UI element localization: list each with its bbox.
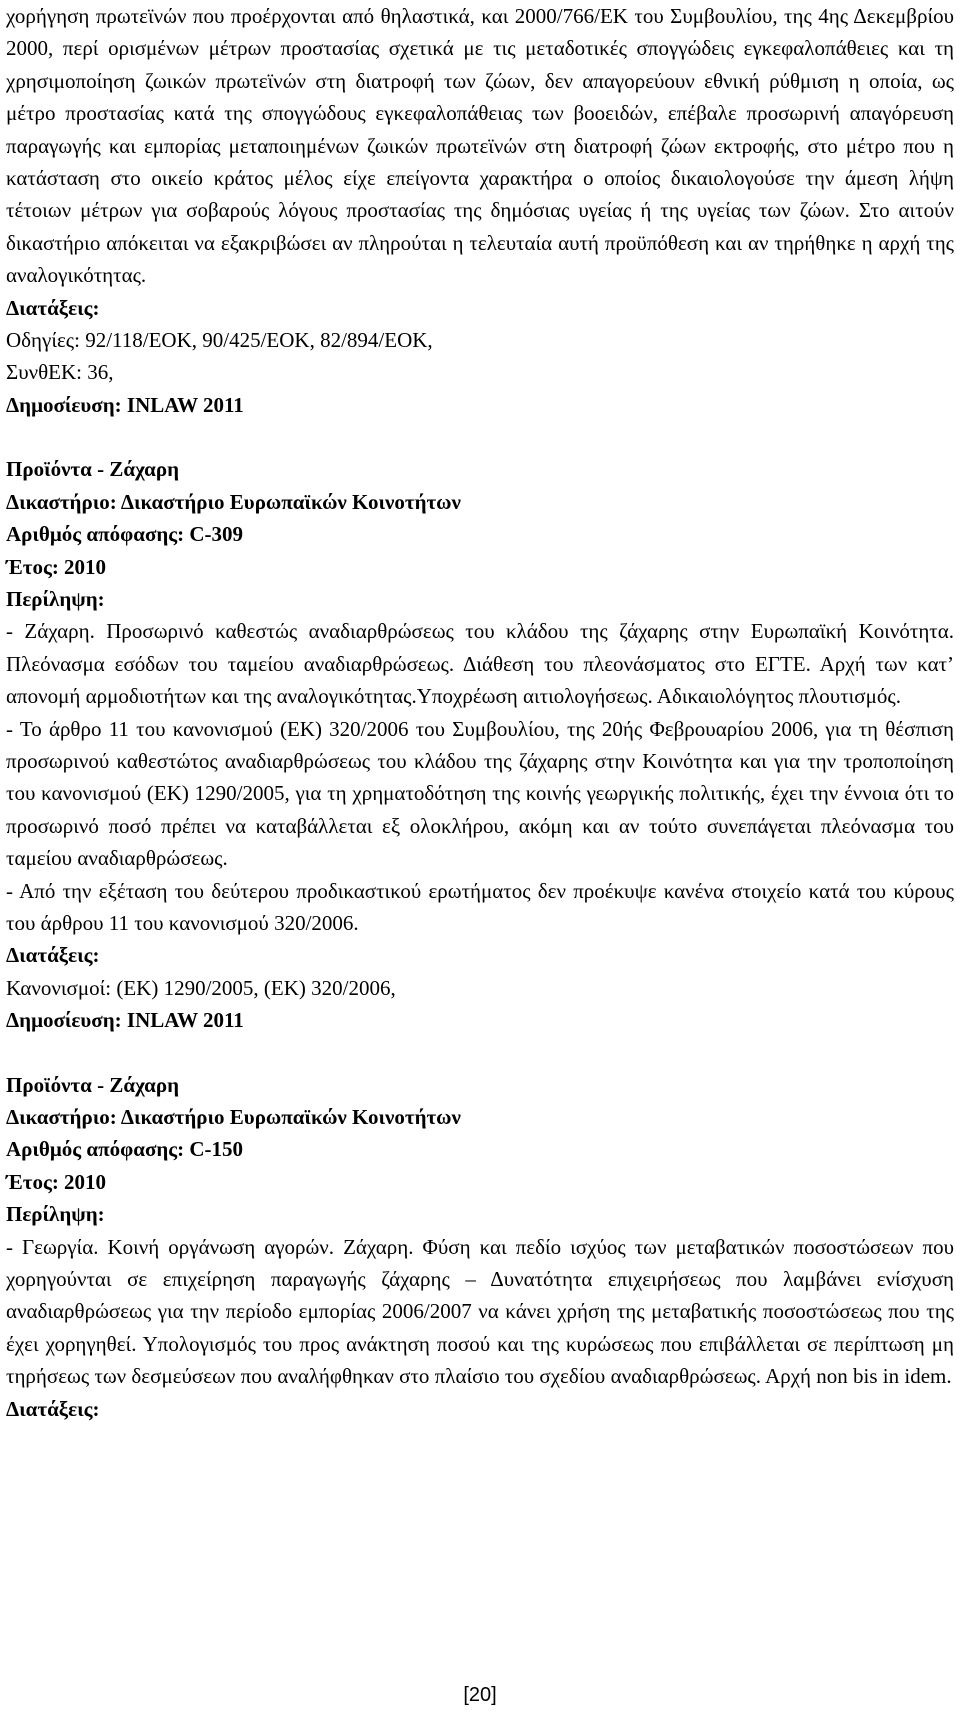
- case-decision-number: Αριθμός απόφασης: C-150: [6, 1137, 244, 1162]
- summary-paragraph: - Γεωργία. Κοινή οργάνωση αγορών. Ζάχαρη. Φύση και πεδίο ισχύος των μεταβατικών ποσοστώσεων που χορηγούνται σε επιχείρηση παραγωγής ζάχαρης – Δυνατότητα επιχειρήσεως που λαμβάνει ενίσχυση αναδιαρθρώσεως για την περίοδο εμπορίας 2006/2007 να κάνει χρήση της μεταβατικής ποσοστώσεως που της έχει χορηγηθεί. Υπολογισμός του προς ανάκτηση ποσού και της κυρώσεως που επιβάλλεται σε περίπτωση μη τηρήσεως των δεσμεύσεων που αναλήφθηκαν στο πλαίσιο του σχεδίου αναδιαρθρώσεως. Αρχή non bis in idem.: [6, 1234, 954, 1389]
- section-gap: [6, 421, 954, 453]
- case-court: Δικαστήριο: Δικαστήριο Ευρωπαϊκών Κοινοτήτων: [6, 1105, 461, 1129]
- case-year: Έτος: 2010: [6, 1169, 107, 1194]
- case-decision-number: Αριθμός απόφασης: C-309: [6, 522, 244, 547]
- case-court: Δικαστήριο: Δικαστήριο Ευρωπαϊκών Κοινοτήτων: [6, 489, 461, 514]
- provisions-heading: Διατάξεις:: [6, 295, 100, 320]
- provisions-heading: Διατάξεις:: [6, 1396, 100, 1421]
- summary-paragraph: - Από την εξέταση του δεύτερου προδικαστικού ερωτήματος δεν προέκυψε κανένα στοιχείο κατά του κύρους του άρθρου 11 του κανονισμού 320/2006.: [6, 878, 954, 935]
- summary-paragraph: - Το άρθρο 11 του κανονισμού (ΕΚ) 320/2006 του Συμβουλίου, της 20ής Φεβρουαρίου 2006, για τη θέσπιση προσωρινού καθεστώτος αναδιαρθρώσεως του κλάδου της ζάχαρης στην Κοινότητα και για την τροποποίηση του κανονισμού (ΕΚ) 1290/2005, για τη χρηματοδότηση της κοινής γεωργικής πολιτικής, έχει την έννοια ότι το προσωρινό ποσό πρέπει να καταβάλλεται εξ ολοκλήρου, ακόμη και αν τούτο συνεπάγεται πλεόνασμα του ταμείου αναδιαρθρώσεως.: [6, 716, 954, 871]
- intro-paragraph: χορήγηση πρωτεϊνών που προέρχονται από θηλαστικά, και 2000/766/ΕΚ του Συμβουλίου, της 4ης Δεκεμβρίου 2000, περί ορισμένων μέτρων προστασίας σχετικά με τις μεταδοτικές σπογγώδεις εγκεφαλοπάθειες και τη χρησιμοποίηση ζωικών πρωτεϊνών στη διατροφή των ζώων, δεν απαγορεύουν εθνική ρύθμιση η οποία, ως μέτρο προστασίας κατά της σπογγώδους εγκεφαλοπάθειας των βοοειδών, επέβαλε προσωρινή απαγόρευση παραγωγής και εμπορίας μεταποιημένων ζωικών πρωτεϊνών στη διατροφή ζώων εκτροφής, στο μέτρο που η κατάσταση στο οικείο κράτος μέλος είχε επείγοντα χαρακτήρα ο οποίος δικαιολογούσε την άμεση λήψη τέτοιων μέτρων για σοβαρούς λόγους προστασίας της δημόσιας υγείας ή της υγείας των ζώων. Στο αιτούν δικαστήριο απόκειται να εξακριβώσει αν πληρούται η τελευταία αυτή προϋπόθεση και αν τηρήθηκε η αρχή της αναλογικότητας.: [6, 4, 954, 288]
- page-number: [20]: [463, 1684, 497, 1706]
- summary-heading: Περίληψη:: [6, 1202, 105, 1227]
- provisions-heading: Διατάξεις:: [6, 943, 100, 968]
- section-gap: [6, 1037, 954, 1069]
- summary-heading: Περίληψη:: [6, 586, 105, 611]
- case-product: Προϊόντα - Ζάχαρη: [6, 1072, 180, 1097]
- provisions-regulations: Κανονισμοί: (ΕΚ) 1290/2005, (ΕΚ) 320/2006,: [6, 975, 396, 1000]
- provisions-treaty: ΣυνθΕΚ: 36,: [6, 360, 114, 385]
- document-body: [6, 0, 954, 1425]
- publication-line: Δημοσίευση: INLAW 2011: [6, 392, 244, 417]
- provisions-directives: Οδηγίες: 92/118/ΕΟΚ, 90/425/ΕΟΚ, 82/894/ΕΟΚ,: [6, 328, 433, 353]
- summary-paragraph: - Ζάχαρη. Προσωρινό καθεστώς αναδιαρθρώσεως του κλάδου της ζάχαρης στην Ευρωπαϊκή Κοινότητα. Πλεόνασμα εσόδων του ταμείου αναδιαρθρώσεως. Διάθεση του πλεονάσματος στο ΕΓΤΕ. Αρχή των κατ’ απονομή αρμοδιοτήτων και της αναλογικότητας.Υποχρέωση αιτιολογήσεως. Αδικαιολόγητος πλουτισμός.: [6, 619, 954, 709]
- case-year: Έτος: 2010: [6, 554, 107, 579]
- case-product: Προϊόντα - Ζάχαρη: [6, 457, 180, 482]
- publication-line: Δημοσίευση: INLAW 2011: [6, 1008, 244, 1033]
